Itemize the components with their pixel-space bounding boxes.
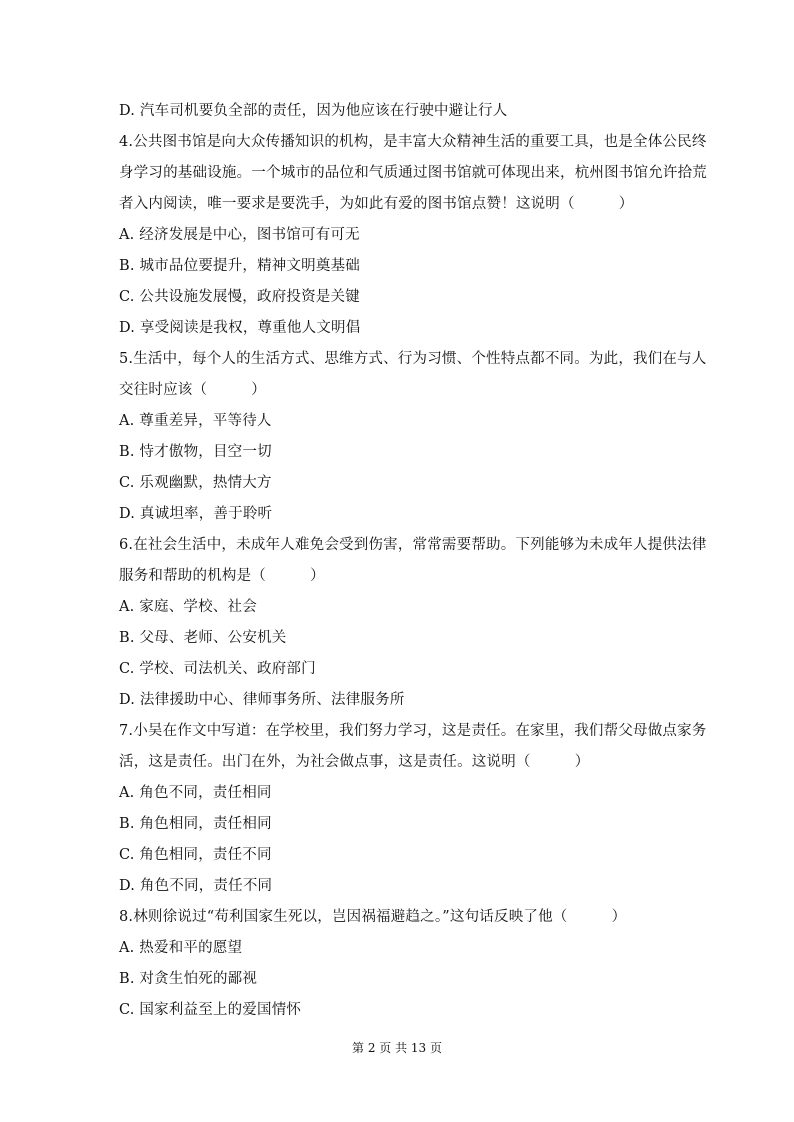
q7-option-a: A. 角色不同，责任相同 [119, 785, 272, 801]
q7-option-b: B. 角色相同，责任相同 [119, 816, 272, 832]
q5-option-b: B. 恃才傲物，目空一切 [119, 444, 272, 460]
q8-option-a: A. 热爱和平的愿望 [119, 940, 243, 956]
q6-stem-line-1: 6.在社会生活中，未成年人难免会受到伤害，常常需要帮助。下列能够为未成年人提供法律 [119, 537, 707, 553]
q6-stem-line-2: 服务和帮助的机构是（ ） [119, 568, 325, 584]
document-page [119, 0, 707, 1122]
q8-option-c: C. 国家利益至上的爱国情怀 [119, 1002, 302, 1018]
q5-stem-line-1: 5.生活中，每个人的生活方式、思维方式、行为习惯、个性特点都不同。为此，我们在与人 [119, 351, 707, 367]
q4-stem-line-1: 4.公共图书馆是向大众传播知识的机构，是丰富大众精神生活的重要工具，也是全体公民终 [119, 134, 707, 150]
q7-option-d: D. 角色不同，责任不同 [119, 878, 273, 894]
page-footer: 第 2 页 共 13 页 [352, 1041, 442, 1055]
q5-option-c: C. 乐观幽默，热情大方 [119, 475, 272, 491]
q8-stem: 8.林则徐说过“苟利国家生死以，岂因祸福避趋之。”这句话反映了他（ ） [119, 909, 627, 925]
q4-stem-line-3: 者入内阅读，唯一要求是要洗手，为如此有爱的图书馆点赞！这说明（ ） [119, 196, 634, 212]
q4-stem-line-2: 身学习的基础设施。一个城市的品位和气质通过图书馆就可体现出来，杭州图书馆允许拾荒 [119, 165, 707, 181]
q4-option-a: A. 经济发展是中心，图书馆可有可无 [119, 227, 360, 243]
q4-option-c: C. 公共设施发展慢，政府投资是关键 [119, 289, 360, 305]
q8-option-b: B. 对贪生怕死的鄙视 [119, 971, 258, 987]
q4-option-d: D. 享受阅读是我权，尊重他人文明倡 [119, 320, 361, 336]
q5-stem-line-2: 交往时应该（ ） [119, 382, 266, 398]
q6-option-b: B. 父母、老师、公安机关 [119, 630, 287, 646]
q6-option-d: D. 法律援助中心、律师事务所、法律服务所 [119, 692, 405, 708]
q6-option-a: A. 家庭、学校、社会 [119, 599, 257, 615]
q4-option-b: B. 城市品位要提升，精神文明奠基础 [119, 258, 360, 274]
q5-option-a: A. 尊重差异，平等待人 [119, 413, 272, 429]
q3-option-d: D. 汽车司机要负全部的责任，因为他应该在行驶中避让行人 [119, 103, 508, 119]
q7-stem-line-2: 活，这是责任。出门在外，为社会做点事，这是责任。这说明（ ） [119, 754, 590, 770]
q6-option-c: C. 学校、司法机关、政府部门 [119, 661, 316, 677]
q5-option-d: D. 真诚坦率，善于聆听 [119, 506, 273, 522]
q7-stem-line-1: 7.小吴在作文中写道：在学校里，我们努力学习，这是责任。在家里，我们帮父母做点家务 [119, 723, 707, 739]
q7-option-c: C. 角色相同，责任不同 [119, 847, 272, 863]
